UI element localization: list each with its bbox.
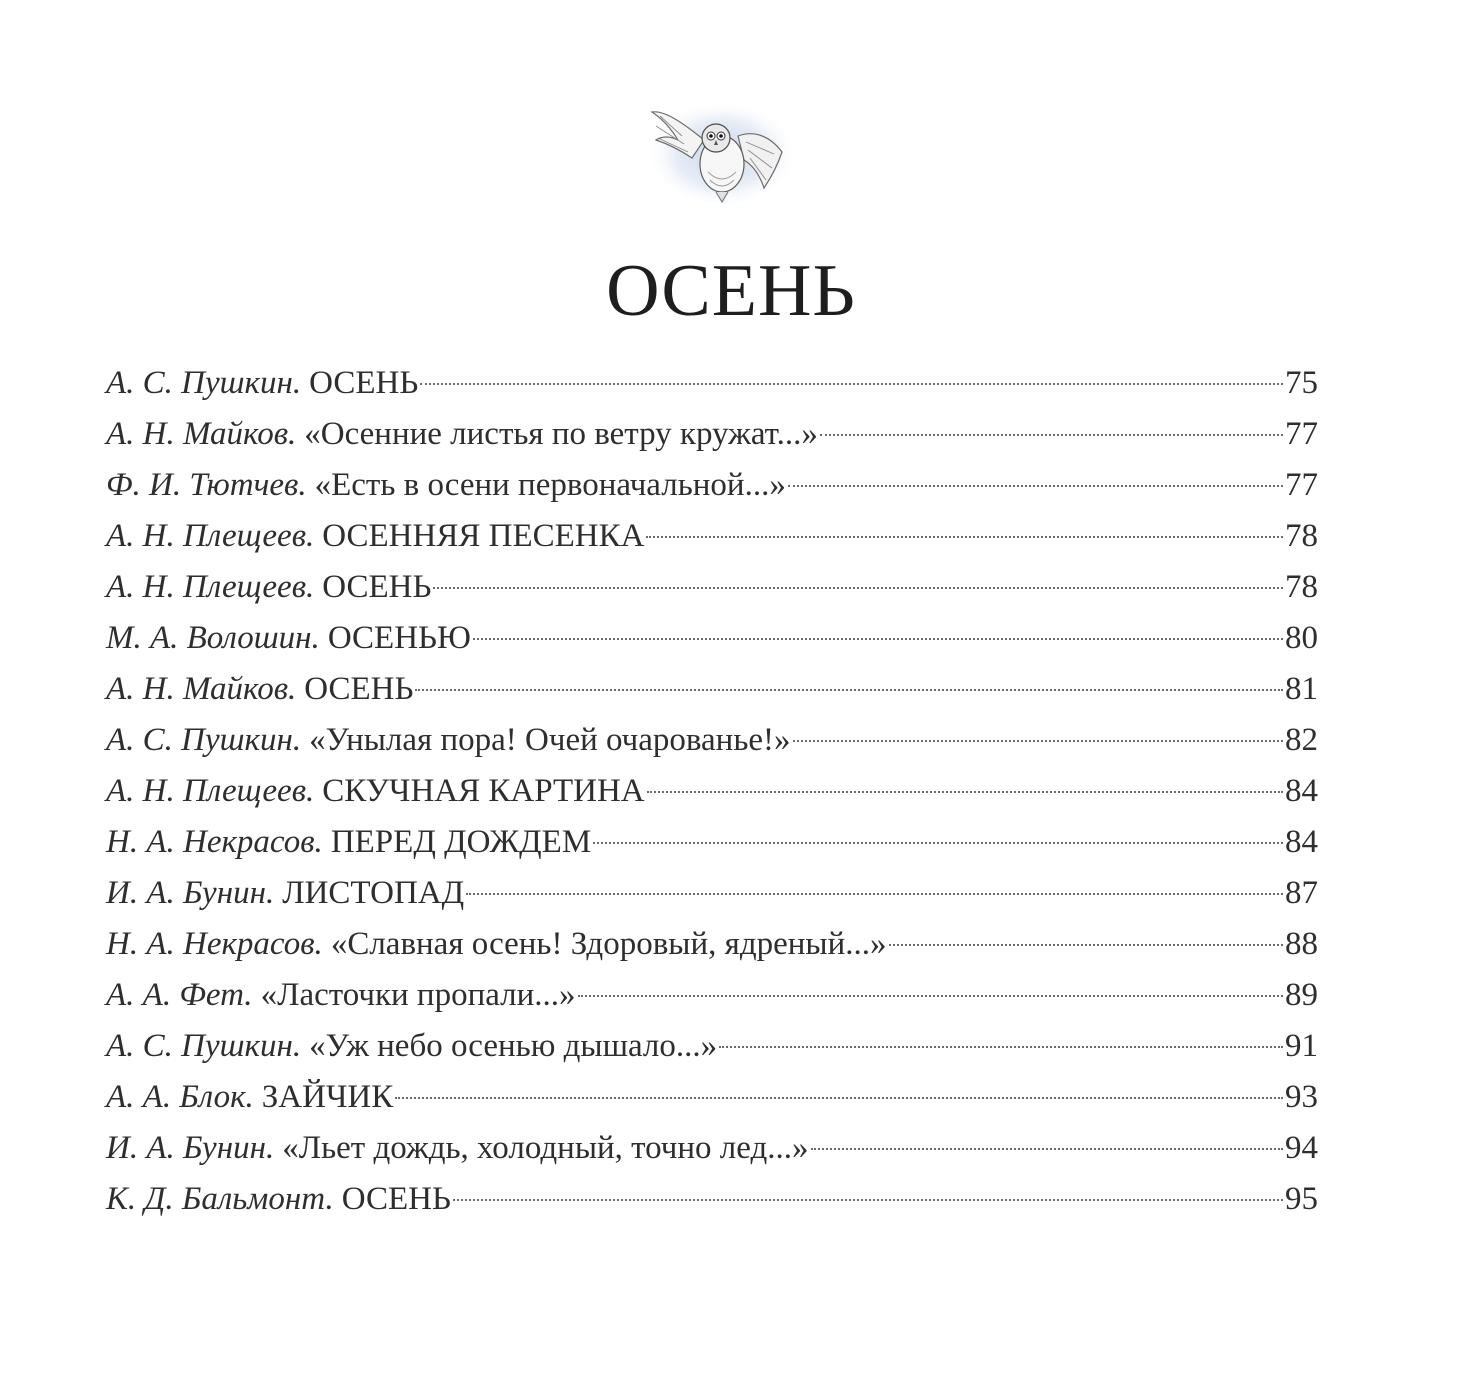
dot-leader [646, 536, 1283, 538]
toc-page-number: 84 [1285, 824, 1318, 860]
toc-author: А. С. Пушкин. [106, 722, 302, 758]
toc-entry[interactable] [106, 766, 1318, 817]
dot-leader [420, 383, 1283, 385]
toc-page-number: 95 [1285, 1181, 1318, 1217]
toc-entry[interactable] [106, 817, 1318, 868]
dot-leader [811, 1148, 1283, 1150]
toc-entry[interactable] [106, 1072, 1318, 1123]
toc-page-number: 84 [1285, 773, 1318, 809]
toc-title: «Льет дождь, холодный, точно лед...» [282, 1130, 809, 1166]
section-title: ОСЕНЬ [606, 250, 856, 332]
dot-leader [647, 791, 1283, 793]
toc-entry[interactable] [106, 664, 1318, 715]
toc-title: «Осенние листья по ветру кружат...» [304, 416, 818, 452]
toc-entry[interactable] [106, 970, 1318, 1021]
dot-leader [593, 842, 1283, 844]
dot-leader [453, 1199, 1283, 1201]
toc-page-number: 93 [1285, 1079, 1318, 1115]
toc-page-number: 78 [1285, 569, 1318, 605]
dot-leader [820, 434, 1283, 436]
dot-leader [719, 1046, 1283, 1048]
toc-author: Н. А. Некрасов. [106, 926, 323, 962]
toc-entry[interactable] [106, 1021, 1318, 1072]
toc-title: ОСЕНЬ [341, 1181, 451, 1217]
toc-author: Н. А. Некрасов. [106, 824, 323, 860]
toc-author: К. Д. Бальмонт. [106, 1181, 334, 1217]
dot-leader [395, 1097, 1283, 1099]
dot-leader [578, 995, 1283, 997]
owl-icon [642, 92, 792, 212]
toc-title: «Славная осень! Здоровый, ядреный...» [330, 926, 887, 962]
dot-leader [473, 638, 1283, 640]
toc-entry[interactable] [106, 1123, 1318, 1174]
toc-author: М. А. Волошин. [106, 620, 320, 656]
toc-page-number: 77 [1285, 416, 1318, 452]
toc-page-number: 91 [1285, 1028, 1318, 1064]
toc-entry[interactable] [106, 919, 1318, 970]
toc-page-number: 75 [1285, 365, 1318, 401]
dot-leader [793, 740, 1283, 742]
toc-page-number: 81 [1285, 671, 1318, 707]
toc-page-number: 89 [1285, 977, 1318, 1013]
toc-author: А. Н. Плещеев. [106, 569, 315, 605]
toc-title: ЗАЙЧИК [261, 1079, 394, 1115]
toc-page-number: 94 [1285, 1130, 1318, 1166]
toc-author: А. А. Фет. [106, 977, 253, 1013]
table-of-contents [106, 358, 1318, 1225]
toc-page-number: 87 [1285, 875, 1318, 911]
toc-title: «Есть в осени первоначальной...» [314, 467, 786, 503]
toc-entry[interactable] [106, 868, 1318, 919]
toc-page-number: 78 [1285, 518, 1318, 554]
dot-leader [415, 689, 1283, 691]
toc-title: ОСЕНЬЮ [327, 620, 471, 656]
toc-title: ЛИСТОПАД [282, 875, 465, 911]
toc-title: «Ласточки пропали...» [260, 977, 576, 1013]
toc-entry[interactable] [106, 409, 1318, 460]
toc-title: «Уж небо осенью дышало...» [309, 1028, 718, 1064]
toc-page-number: 82 [1285, 722, 1318, 758]
toc-author: И. А. Бунин. [106, 1130, 275, 1166]
toc-author: А. Н. Майков. [106, 416, 297, 452]
toc-author: А. А. Блок. [106, 1079, 254, 1115]
toc-author: И. А. Бунин. [106, 875, 275, 911]
toc-entry[interactable] [106, 1174, 1318, 1225]
toc-title: ОСЕНЬ [304, 671, 414, 707]
toc-title: ОСЕНЬ [322, 569, 432, 605]
toc-author: А. Н. Плещеев. [106, 518, 315, 554]
toc-entry[interactable] [106, 562, 1318, 613]
toc-entry[interactable] [106, 511, 1318, 562]
toc-title: ОСЕНЬ [309, 365, 419, 401]
toc-page-number: 88 [1285, 926, 1318, 962]
dot-leader [433, 587, 1283, 589]
toc-author: А. Н. Майков. [106, 671, 297, 707]
toc-author: Ф. И. Тютчев. [106, 467, 307, 503]
toc-entry[interactable] [106, 613, 1318, 664]
toc-entry[interactable] [106, 460, 1318, 511]
toc-title: ПЕРЕД ДОЖДЕМ [330, 824, 592, 860]
toc-title: «Унылая пора! Очей очарованье!» [309, 722, 791, 758]
dot-leader [889, 944, 1284, 946]
dot-leader [466, 893, 1283, 895]
toc-entry[interactable] [106, 715, 1318, 766]
toc-title: ОСЕННЯЯ ПЕСЕНКА [322, 518, 645, 554]
toc-entry[interactable] [106, 358, 1318, 409]
toc-author: А. Н. Плещеев. [106, 773, 315, 809]
toc-page-number: 77 [1285, 467, 1318, 503]
toc-author: А. С. Пушкин. [106, 1028, 302, 1064]
dot-leader [788, 485, 1283, 487]
toc-title: СКУЧНАЯ КАРТИНА [322, 773, 645, 809]
toc-author: А. С. Пушкин. [106, 365, 302, 401]
toc-page-number: 80 [1285, 620, 1318, 656]
